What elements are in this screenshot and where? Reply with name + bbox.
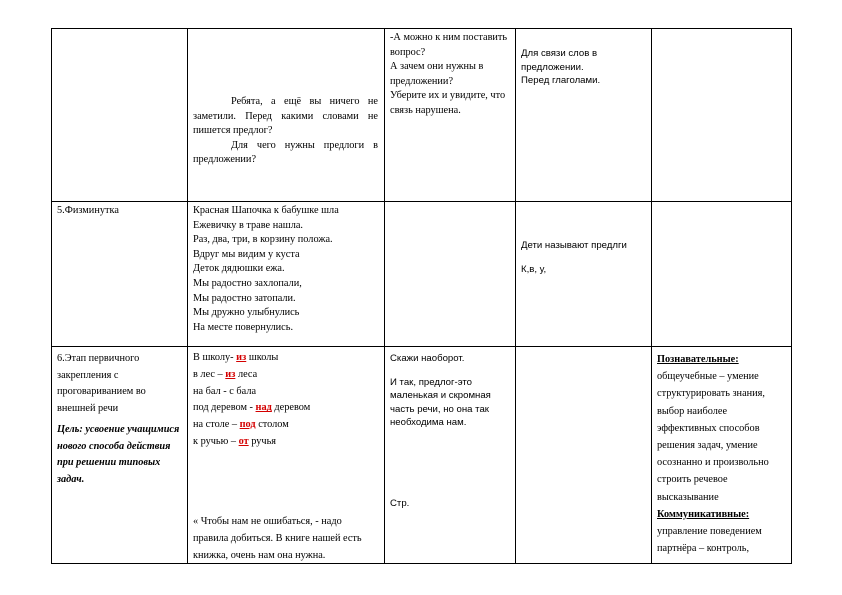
antonym-pair <box>193 417 379 434</box>
antonym-pair <box>193 384 379 401</box>
student-answer: Перед глаголами. <box>521 75 601 87</box>
poem-line: Деток дядюшки ежа. <box>193 263 285 275</box>
poem-line: Раз, два, три, в корзину положа. <box>193 234 333 246</box>
pair-left: к ручью – <box>193 435 237 447</box>
table-top-border <box>51 28 792 29</box>
row3-stage-cell <box>57 351 181 488</box>
dialogue-line: Уберите их и увидите, что связь нарушена. <box>390 90 506 116</box>
poem-line: На месте повернулись. <box>193 321 294 333</box>
pair-right: леса <box>237 368 258 380</box>
stage-title: 5.Физминутка <box>57 205 119 216</box>
row-separator <box>51 201 792 202</box>
table-bottom-border <box>51 563 792 564</box>
row-separator <box>51 346 792 347</box>
poem-line: Красная Шапочка к бабушке шла <box>193 205 339 216</box>
pair-left: под деревом - <box>193 402 253 414</box>
row3-quote-cell <box>193 514 375 564</box>
ud-text: управление поведением партнёра – контроль, <box>657 526 762 555</box>
poem-line: Ежевичку в траве нашла. <box>193 219 303 231</box>
row3-col3-cell <box>390 352 512 430</box>
antonym-pair <box>193 400 379 417</box>
preposition-highlight: из <box>236 352 247 363</box>
student-answer: Для связи слов в предложении. <box>521 48 598 73</box>
antonym-pair <box>193 367 379 384</box>
row1-col3-cell <box>390 31 512 119</box>
ud-heading-communicative: Коммуникативные: <box>657 508 750 520</box>
pair-right: школы <box>248 352 279 363</box>
column-separator <box>651 28 652 564</box>
pair-left: В школу- <box>193 352 234 363</box>
pair-right: деревом <box>274 402 311 414</box>
teacher-question: Для чего нужны предлоги в предложении? <box>193 139 378 166</box>
pair-left: на столе – <box>193 419 238 431</box>
pair-right: столом <box>258 419 289 431</box>
spacer <box>521 253 649 263</box>
antonym-pair <box>193 350 379 367</box>
preposition-highlight: от <box>238 435 249 447</box>
row2-students-cell <box>521 239 649 276</box>
poem-line: Вдруг мы видим у куста <box>193 248 300 260</box>
row3-page-ref-cell <box>390 497 512 511</box>
row3-teacher-cell <box>193 350 379 451</box>
column-separator <box>187 28 188 564</box>
student-answer: Дети называют предлги <box>521 240 627 251</box>
column-separator <box>384 28 385 564</box>
dialogue-line: А зачем они нужны в предложении? <box>390 61 484 87</box>
pair-right: ручья <box>251 435 277 447</box>
student-answer: К,в, у, <box>521 263 547 275</box>
poem-line: Мы дружно улыбнулись <box>193 307 300 319</box>
row1-students-cell <box>521 47 647 88</box>
preposition-highlight: над <box>255 402 272 414</box>
preposition-highlight: под <box>239 419 256 431</box>
teacher-quote: « Чтобы нам не ошибаться, - надо правила добиться. В книге нашей есть книжка, очень нам она нужна. <box>193 516 362 561</box>
pair-left: в лес – <box>193 368 223 380</box>
stage-goal: Цель: усвоение учащимися нового способа действия при решении типовых задач. <box>57 424 180 485</box>
row2-teacher-cell <box>193 204 381 335</box>
instruction: Скажи наоборот. <box>390 353 465 364</box>
antonym-pair <box>193 434 379 451</box>
ud-heading-cognitive: Познавательные: <box>657 354 739 365</box>
row3-ud-cell <box>657 351 787 557</box>
ud-text: общеучебные – умение структурировать знания, выбор наиболее эффективных способов решения задач, умение осознанно и произвольно строить речевое высказывание <box>657 371 769 503</box>
preposition-highlight: из <box>225 368 236 380</box>
dialogue-line: -А можно к ним поставить вопрос? <box>390 32 508 58</box>
pair-left: на бал - с бала <box>193 385 257 397</box>
poem-line: Мы радостно затопали. <box>193 292 296 304</box>
stage-title: 6.Этап первичного закрепления с проговариванием во внешней речи <box>57 353 146 414</box>
page-reference: Стр. <box>390 498 410 509</box>
row2-stage-cell <box>57 204 185 219</box>
table-right-border <box>791 28 792 564</box>
column-separator <box>515 28 516 564</box>
poem-line: Мы радостно захлопали, <box>193 277 302 289</box>
table-left-border <box>51 28 52 564</box>
teacher-question: Ребята, а ещё вы ничего не заметили. Перед какими словами не пишется предлог? <box>193 96 378 137</box>
row1-teacher-cell <box>193 95 378 168</box>
rule-statement: И так, предлог-это маленькая и скромная часть речи, но она так необходима нам. <box>390 376 491 429</box>
spacer <box>390 366 512 376</box>
